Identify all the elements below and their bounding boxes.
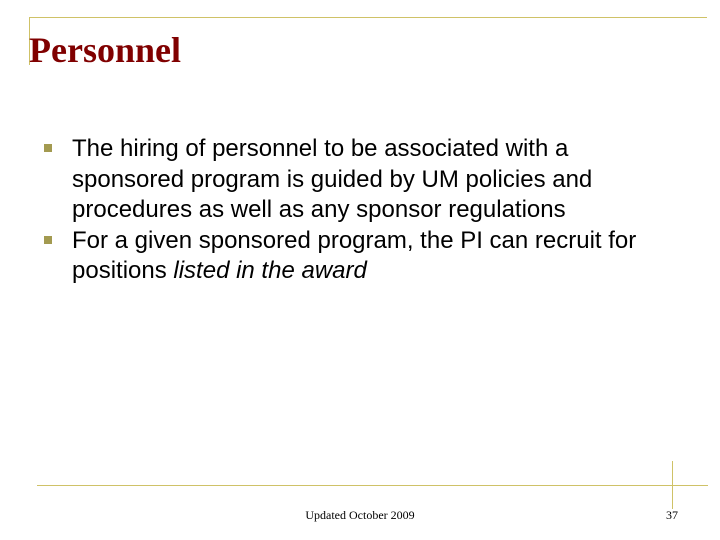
bullet-item xyxy=(44,134,684,226)
bullet-text-plain: For a given sponsored program, the PI can recruit for positions xyxy=(72,226,637,284)
square-bullet-icon xyxy=(44,144,52,152)
footer-text: Updated October 2009 xyxy=(305,508,415,522)
square-bullet-icon xyxy=(44,236,52,244)
slide-title: Personnel xyxy=(29,30,181,70)
page-number: 37 xyxy=(666,508,678,522)
bullet-list xyxy=(44,134,684,287)
top-rule xyxy=(29,17,707,18)
bullet-item xyxy=(44,226,684,287)
bullet-text-italic: listed in the award xyxy=(173,257,367,284)
bottom-rule xyxy=(37,485,708,486)
bullet-text xyxy=(72,226,684,287)
bottom-right-rule xyxy=(672,461,673,509)
bullet-text: The hiring of personnel to be associated with a sponsored program is guided by UM policies and procedures as well as any sponsor regulations xyxy=(72,135,593,223)
